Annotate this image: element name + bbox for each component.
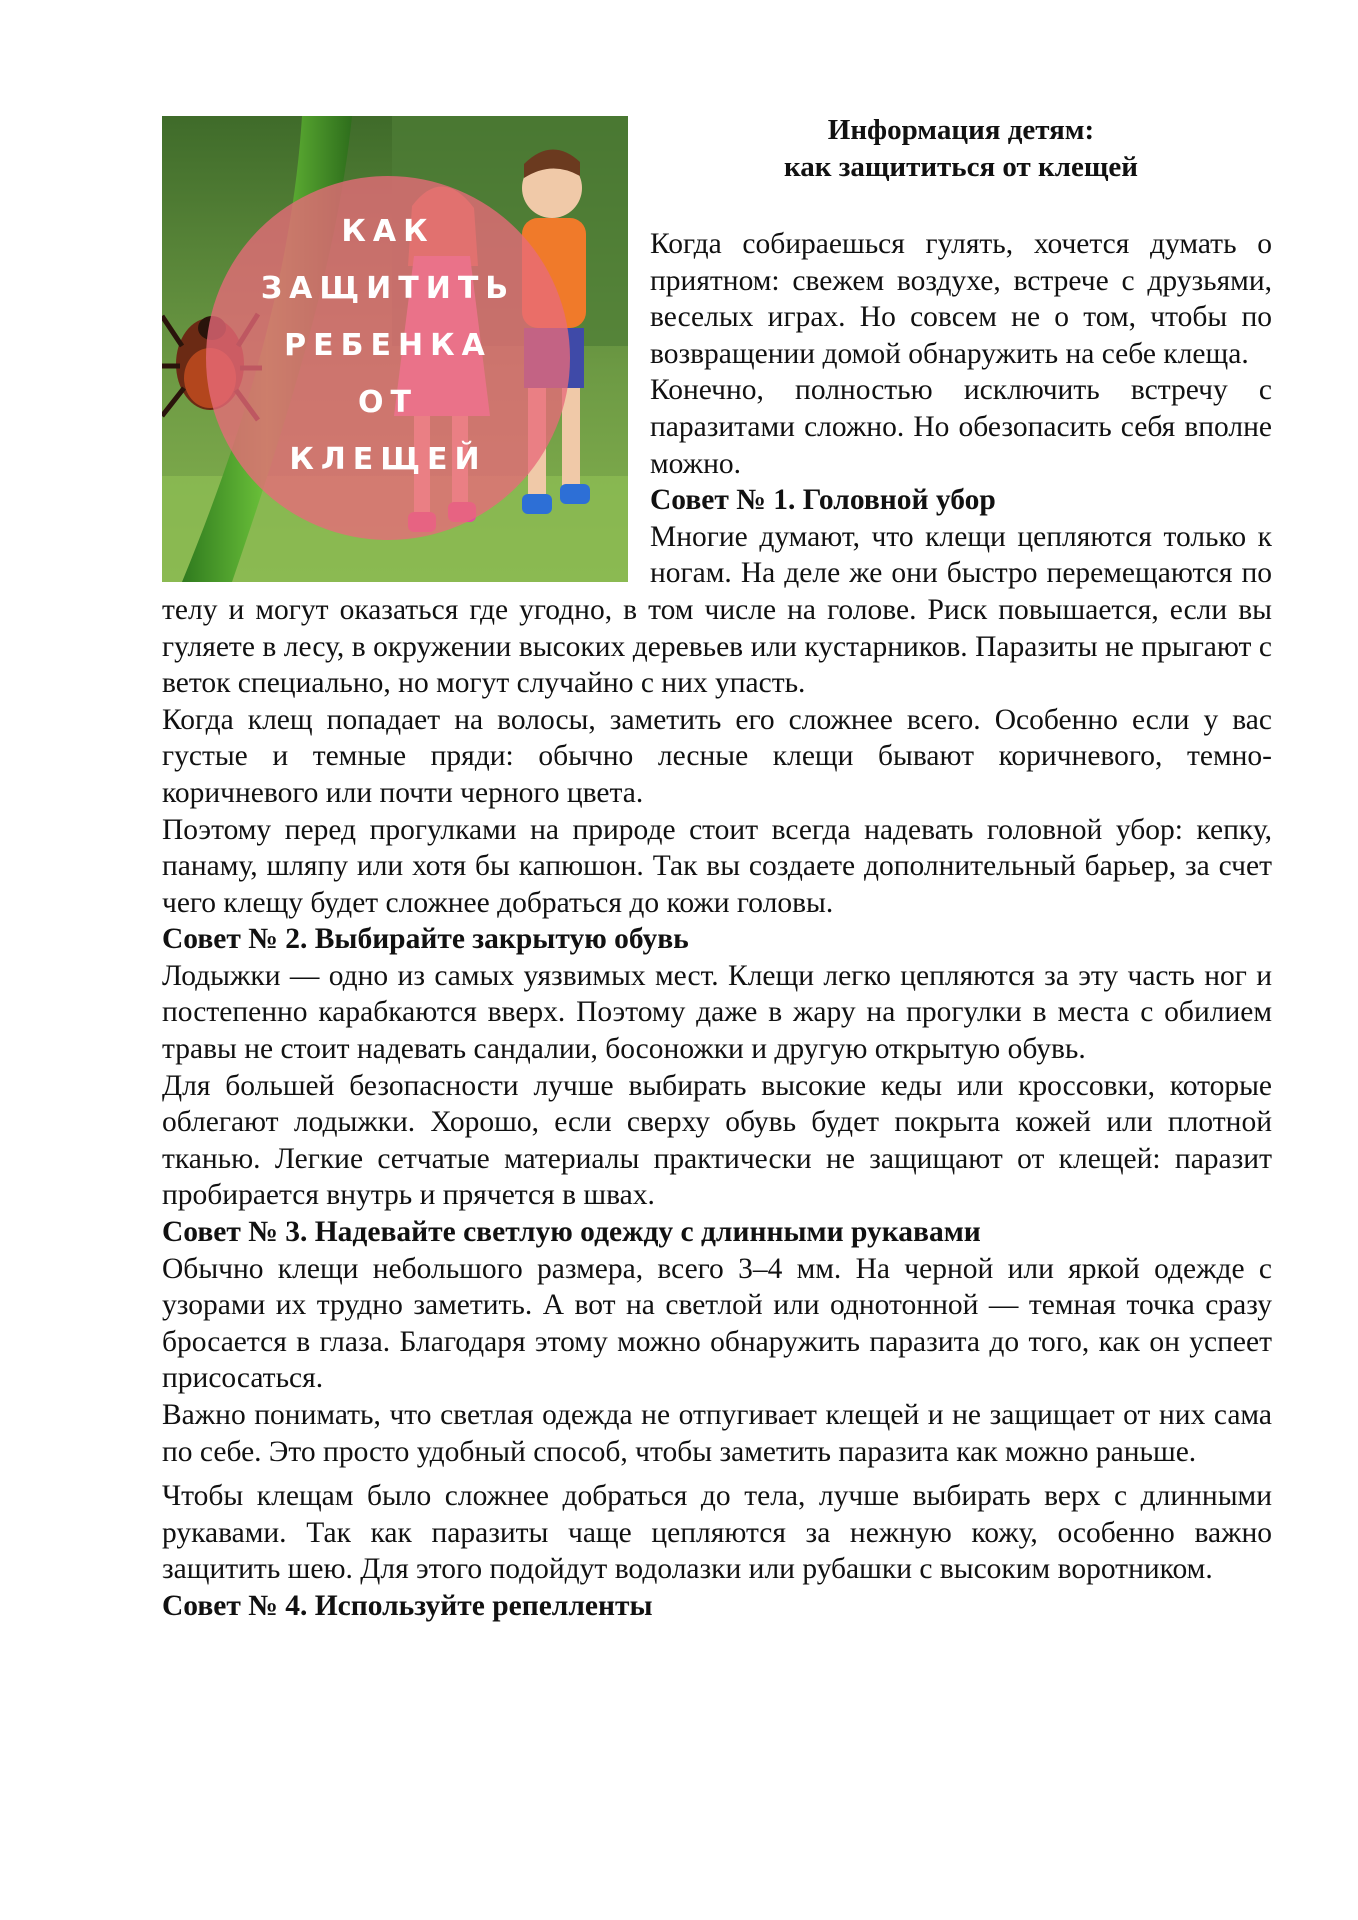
caption-line-1: КАК: [341, 214, 435, 249]
tip3-paragraph-1: Обычно клещи небольшого размера, всего 3–4 мм. На черной или яркой одежде с узорами их трудно заметить. А вот на светлой или однотонной — темная точка сразу бросается в глаза. Благодаря этому можно обнаружить паразита до того, как он успеет присосаться.: [162, 1252, 1272, 1395]
tip2-heading: Совет № 2. Выбирайте закрытую обувь: [162, 923, 689, 956]
caption-line-5: КЛЕЩЕЙ: [289, 442, 487, 477]
intro-paragraph-1: Когда собираешься гулять, хочется думать о приятном: свежем воздухе, встрече с друзьями, веселых играх. Но совсем не о том, чтобы по возвращении домой обнаружить на себе клеща.: [650, 228, 1272, 370]
illustration-graphic: [162, 116, 628, 582]
tip3-paragraph-3: Чтобы клещам было сложнее добраться до тела, лучше выбирать верх с длинными рукавами. Так как паразиты чаще цепляются за нежную кожу, особенно важно защитить шею. Для этого подойдут водолазки или рубашки с высоким воротником.: [162, 1480, 1272, 1586]
tip3-paragraph-2: Важно понимать, что светлая одежда не отпугивает клещей и не защищает от них сама по себе. Это просто удобный способ, чтобы заметить паразита как можно раньше.: [162, 1399, 1272, 1468]
tip1-heading: Совет № 1. Головной убор: [650, 484, 996, 517]
tip4-heading: Совет № 4. Используйте репелленты: [162, 1589, 653, 1622]
article: [162, 112, 1272, 1625]
title-line-2: как защититься от клещей: [784, 151, 1138, 183]
title-line-1: Информация детям:: [827, 114, 1095, 146]
caption-line-3: РЕБЕНКА: [284, 328, 492, 363]
paragraph-gap: [162, 1470, 1272, 1478]
tip2-paragraph-2: Для большей безопасности лучше выбирать высокие кеды или кроссовки, которые облегают лодыжки. Хорошо, если сверху обувь будет покрыта кожей или плотной тканью. Легкие сетчатые материалы практически не защищают от клещей: паразит пробирается внутрь и прячется в швах.: [162, 1069, 1272, 1212]
caption-line-4: ОТ: [358, 385, 418, 420]
tip1-paragraph-3: Поэтому перед прогулками на природе стоит всегда надевать головной убор: кепку, панаму, шляпу или хотя бы капюшон. Так вы создаете дополнительный барьер, за счет чего клещу будет сложнее добраться до кожи головы.: [162, 813, 1272, 919]
intro-paragraph-2: Конечно, полностью исключить встречу с паразитами сложно. Но обезопасить себя вполне можно.: [650, 374, 1272, 480]
tip1-paragraph-2: Когда клещ попадает на волосы, заметить его сложнее всего. Особенно если у вас густые и темные пряди: обычно лесные клещи бывают коричневого, темно-коричневого или почти черного цвета.: [162, 703, 1272, 809]
tick-protection-illustration: [162, 116, 628, 582]
caption-line-2: ЗАЩИТИТЬ: [260, 271, 516, 306]
tip2-paragraph-1: Лодыжки — одно из самых уязвимых мест. Клещи легко цепляются за эту часть ног и постепенно карабкаются вверх. Поэтому даже в жару на прогулки в места с обилием травы не стоит надевать сандалии, босоножки и другую открытую обувь.: [162, 959, 1272, 1066]
tip3-heading: Совет № 3. Надевайте светлую одежду с длинными рукавами: [162, 1216, 981, 1249]
tip1-paragraph-1: Многие думают, что клещи цепляются только к ногам. На деле же они быстро перемещаются по телу и могут оказаться где угодно, в том числе на голове. Риск повышается, если вы гуляете в лесу, в окружении высоких деревьев или кустарников. Паразиты не прыгают с веток специально, но могут случайно с них упасть.: [162, 520, 1272, 700]
